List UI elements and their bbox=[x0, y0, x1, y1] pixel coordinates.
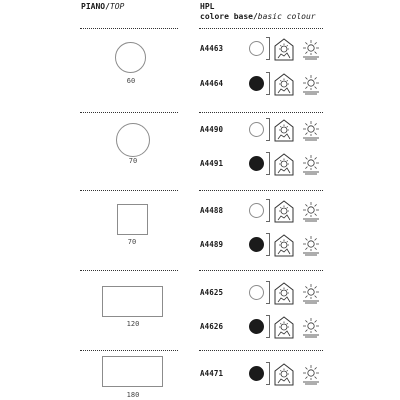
bracket bbox=[266, 281, 270, 304]
indoor-use-icon bbox=[273, 362, 295, 386]
bracket bbox=[266, 362, 270, 385]
bracket bbox=[266, 199, 270, 222]
indoor-use-icon bbox=[273, 315, 295, 339]
colour-swatch bbox=[249, 76, 264, 91]
bracket bbox=[266, 152, 270, 175]
top-header-italic: TOP bbox=[109, 2, 125, 11]
rect-top-120-size: 120 bbox=[126, 320, 140, 328]
colour-swatch bbox=[249, 237, 264, 252]
bracket bbox=[266, 315, 270, 338]
outdoor-sun-icon bbox=[300, 118, 322, 142]
left-separator-5 bbox=[80, 350, 178, 351]
product-code: A4490 bbox=[200, 125, 224, 134]
left-separator-4 bbox=[80, 270, 178, 271]
outdoor-sun-icon bbox=[300, 72, 322, 96]
colour-row bbox=[199, 361, 329, 387]
outdoor-sun-icon bbox=[300, 362, 322, 386]
outdoor-sun-icon bbox=[300, 315, 322, 339]
top-header-bold: PIANO/ bbox=[81, 2, 110, 11]
product-code: A4471 bbox=[200, 369, 224, 378]
rect-top-180-shape bbox=[102, 356, 163, 387]
outdoor-sun-icon bbox=[300, 152, 322, 176]
colour-row bbox=[199, 314, 329, 340]
indoor-use-icon bbox=[273, 281, 295, 305]
indoor-use-icon bbox=[273, 199, 295, 223]
top-column-header bbox=[81, 2, 124, 12]
round-top-70-shape bbox=[116, 123, 150, 157]
product-code: A4625 bbox=[200, 288, 224, 297]
basic-colour-bold: colore base/ bbox=[200, 12, 258, 21]
indoor-use-icon bbox=[273, 118, 295, 142]
bracket bbox=[266, 233, 270, 256]
square-top-70-size: 70 bbox=[127, 238, 137, 246]
colour-row bbox=[199, 232, 329, 258]
hpl-column-header bbox=[200, 2, 316, 22]
colour-swatch bbox=[249, 122, 264, 137]
product-code: A4488 bbox=[200, 206, 224, 215]
hpl-title: HPL bbox=[200, 2, 215, 11]
colour-row bbox=[199, 117, 329, 143]
colour-row bbox=[199, 36, 329, 62]
outdoor-sun-icon bbox=[300, 199, 322, 223]
rect-top-180-size: 180 bbox=[126, 391, 140, 399]
round-top-60-size: 60 bbox=[126, 77, 136, 85]
right-separator-2 bbox=[199, 112, 323, 113]
square-top-70-shape bbox=[117, 204, 148, 235]
indoor-use-icon bbox=[273, 152, 295, 176]
rect-top-120-shape bbox=[102, 286, 163, 317]
right-separator-3 bbox=[199, 190, 323, 191]
right-separator-4 bbox=[199, 270, 323, 271]
product-code: A4463 bbox=[200, 44, 224, 53]
colour-swatch bbox=[249, 319, 264, 334]
outdoor-sun-icon bbox=[300, 281, 322, 305]
bracket bbox=[266, 118, 270, 141]
product-code: A4626 bbox=[200, 322, 224, 331]
right-separator-1 bbox=[199, 28, 323, 29]
bracket bbox=[266, 37, 270, 60]
product-code: A4489 bbox=[200, 240, 224, 249]
colour-swatch bbox=[249, 41, 264, 56]
outdoor-sun-icon bbox=[300, 233, 322, 257]
round-top-60-shape bbox=[115, 42, 146, 73]
left-separator-3 bbox=[80, 190, 178, 191]
left-separator-2 bbox=[80, 112, 178, 113]
colour-row bbox=[199, 198, 329, 224]
indoor-use-icon bbox=[273, 233, 295, 257]
colour-row bbox=[199, 151, 329, 177]
colour-swatch bbox=[249, 285, 264, 300]
bracket bbox=[266, 72, 270, 95]
product-code: A4464 bbox=[200, 79, 224, 88]
basic-colour-italic: basic colour bbox=[257, 12, 316, 21]
right-separator-5 bbox=[199, 350, 323, 351]
left-separator-1 bbox=[80, 28, 178, 29]
outdoor-sun-icon bbox=[300, 37, 322, 61]
indoor-use-icon bbox=[273, 37, 295, 61]
indoor-use-icon bbox=[273, 72, 295, 96]
colour-swatch bbox=[249, 156, 264, 171]
colour-swatch bbox=[249, 366, 264, 381]
colour-row bbox=[199, 71, 329, 97]
colour-row bbox=[199, 280, 329, 306]
colour-swatch bbox=[249, 203, 264, 218]
product-code: A4491 bbox=[200, 159, 224, 168]
round-top-70-size: 70 bbox=[128, 157, 138, 165]
